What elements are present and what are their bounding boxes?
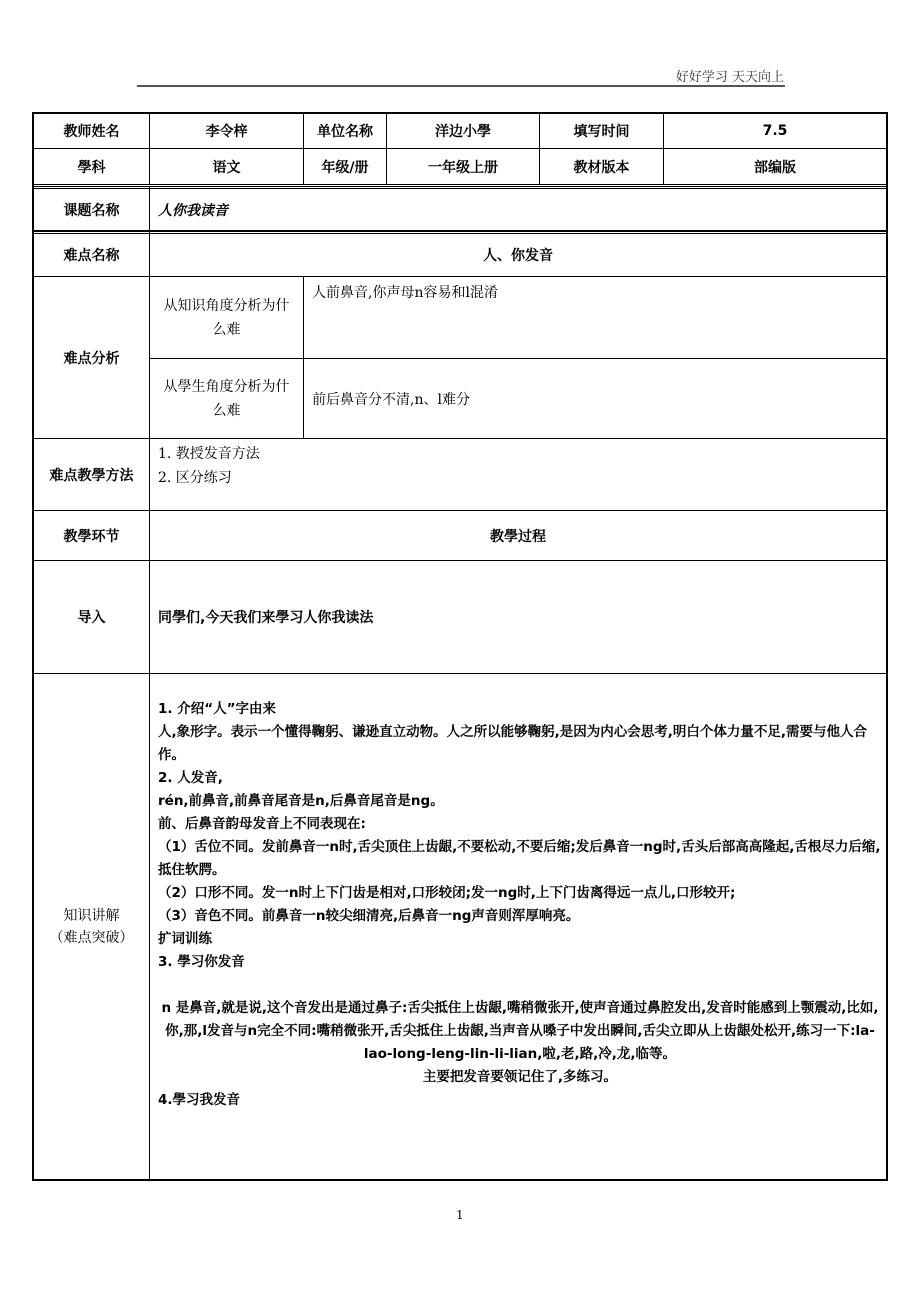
body-line: 4.學习我发音 — [158, 1092, 241, 1108]
body-line: （3）音色不同。前鼻音一n较尖细清亮,后鼻音一ng声音则浑厚响亮。 — [158, 908, 580, 924]
intro-label: 导入 — [33, 560, 150, 674]
knowledge-label-line: 知识讲解 — [63, 908, 120, 924]
body-line: 主要把发音要领记住了,多练习。 — [422, 1069, 618, 1085]
topic-value: 人你我读音 — [149, 186, 887, 231]
grade-label: 年级/册 — [303, 148, 387, 185]
knowledge-label — [33, 673, 150, 1181]
body-line: （1）舌位不同。发前鼻音一n时,舌尖顶住上齿龈,不要松动,不要后缩;发后鼻音一ng时,舌头后部高高隆起,舌根尽力后缩,抵住软腭。 — [158, 839, 881, 878]
knowledge-angle-label: 从知识角度分析为什么难 — [149, 276, 304, 359]
analysis-label: 难点分析 — [33, 276, 150, 439]
difficulty-value: 人、你发音 — [149, 231, 887, 277]
edition-value: 部编版 — [663, 148, 887, 185]
knowledge-body — [158, 698, 882, 1112]
subject-label: 學科 — [33, 148, 150, 185]
page-number: 1 — [456, 1208, 464, 1222]
teacher-name-label: 教师姓名 — [33, 113, 150, 149]
header-motto: 好好学习 天天向上 — [675, 70, 784, 85]
body-line: 扩词训练 — [158, 931, 212, 947]
intro-value: 同學们,今天我们来學习人你我读法 — [149, 560, 887, 674]
student-angle-value: 前后鼻音分不清,n、l难分 — [303, 358, 887, 439]
unit-value: 洋边小學 — [386, 113, 540, 149]
process-label: 教學环节 — [33, 510, 150, 561]
teacher-name-value: 李令梓 — [149, 113, 304, 149]
method-item: 2. 区分练习 — [158, 470, 232, 486]
grade-value: 一年级上册 — [386, 148, 540, 185]
difficulty-label: 难点名称 — [33, 231, 150, 277]
edition-label: 教材版本 — [539, 148, 664, 185]
method-list — [149, 438, 887, 511]
body-line: rén,前鼻音,前鼻音尾音是n,后鼻音尾音是ng。 — [158, 793, 444, 809]
body-line: n 是鼻音,就是说,这个音发出是通过鼻子:舌尖抵住上齿龈,嘴稍微张开,使声音通过鼻腔发出,发音时能感到上颚震动,比如,你,那,l发音与n完全不同:嘴稍微张开,舌尖抵住上齿龈,当声音从嗓子中发出瞬间,舌尖立即从上齿龈处松开,练习一下:la-lao-long-leng-lin-li-lian,啦,老,路,冷,龙,临等。 — [161, 1000, 879, 1062]
student-angle-label: 从學生角度分析为什么难 — [149, 358, 304, 439]
subject-value: 语文 — [149, 148, 304, 185]
header-rule — [137, 85, 785, 87]
method-item: 1. 教授发音方法 — [158, 446, 260, 462]
body-line: 1. 介绍“人”字由来 — [158, 701, 276, 717]
unit-label: 单位名称 — [303, 113, 387, 149]
knowledge-label-line: （难点突破） — [49, 930, 134, 946]
date-label: 填写时间 — [539, 113, 664, 149]
date-value: 7.5 — [663, 113, 887, 149]
body-line: 3. 學习你发音 — [158, 954, 245, 970]
body-line: （2）口形不同。发一n时上下门齿是相对,口形较闭;发一ng时,上下门齿离得远一点儿,口形较开; — [158, 885, 736, 901]
knowledge-angle-value: 人前鼻音,你声母n容易和l混淆 — [303, 276, 887, 359]
body-line: 2. 人发音, — [158, 770, 223, 786]
topic-label: 课题名称 — [33, 186, 150, 231]
method-label: 难点教學方法 — [33, 438, 150, 511]
process-value: 教學过程 — [149, 510, 887, 561]
body-line: 前、后鼻音韵母发音上不同表现在: — [158, 816, 366, 832]
body-line: 人,象形字。表示一个懂得鞠躬、谦逊直立动物。人之所以能够鞠躬,是因为内心会思考,明白个体力量不足,需要与他人合作。 — [158, 724, 868, 763]
